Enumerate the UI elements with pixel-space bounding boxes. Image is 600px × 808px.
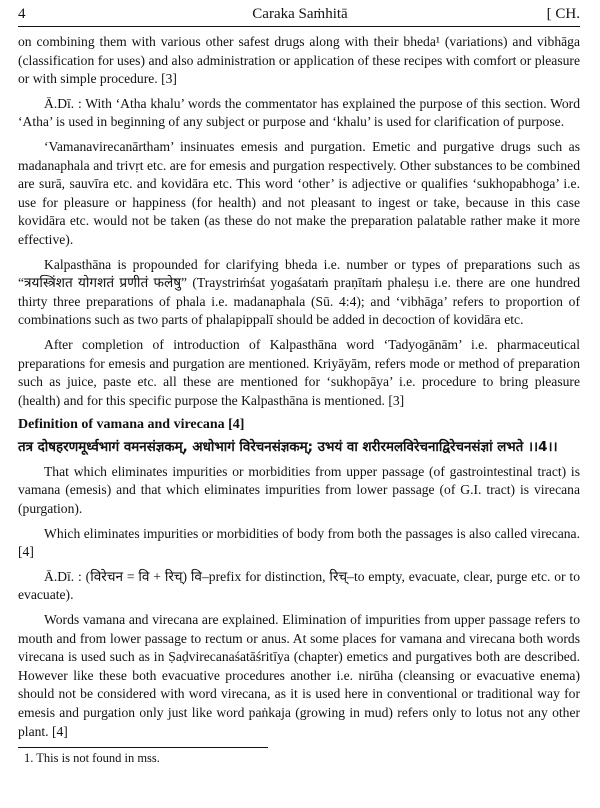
paragraph-1: on combining them with various other safest drugs along with their bheda¹ (variations) and vibhāga (classification for uses) and also administration or application of these recipes with comfort or pleasure or with simple procedure. [3] [18, 34, 580, 87]
running-header [18, 0, 580, 27]
page-body [18, 33, 580, 741]
sanskrit-verse: तत्र दोषहरणमूर्ध्वभागं वमनसंज्ञकम्, अधोभागं विरेचनसंज्ञकम्; उभयं वा शरीरमलविरेचनाद्विरेचनसंज्ञां लभते ।।4।। [18, 439, 558, 455]
page-number: 4 [18, 6, 26, 22]
chapter-label: [ CH. [546, 6, 580, 22]
footnote: 1. This is not found in mss. [24, 751, 160, 766]
paragraph-definition-1: That which eliminates impurities or morbidities from upper passage (of gastrointestinal tract) is vamana (emesis) and that which eliminates impurities from lower passage (of G.I. tract) is virecana (purgation). [18, 463, 580, 517]
section-heading: Definition of vamana and virecana [4] [18, 417, 245, 433]
paragraph-etymology: Ā.Dī. : (विरेचन = वि + रिच्) वि–prefix for distinction, रिच्–to empty, evacuate, clear, purge etc. or to evacuate). [18, 568, 580, 603]
paragraph-definition-2: Which eliminates impurities or morbidities of body from both the passages is also called virecana. [4] [18, 525, 580, 560]
book-title: Caraka Saṁhitā [252, 6, 348, 22]
paragraph-kalpasthana: Kalpasthāna is propounded for clarifying bheda i.e. number or types of preparations such as “त्रयस्त्रिंशत योगशतं प्रणीतं फलेषु” (Traystriṁśat yogaśataṁ praṇītaṁ phaleṣu i.e. there are one hundred thirty three preparations of phala i.e. madanaphala (Sū. 4:4); and ‘vibhāga’ refers to proportion of combinations such as two parts of phalapippalī should be added in decoction of kovidāra etc. [18, 256, 580, 328]
paragraph-commentary-intro: Ā.Dī. : With ‘Atha khalu’ words the commentator has explained the purpose of this section. Word ‘Atha’ is used in beginning of any subject or purpose and ‘khalu’ is used for clarification of purpose. [18, 95, 580, 130]
paragraph-explanation: Words vamana and virecana are explained. Elimination of impurities from upper passage refers to mouth and from lower passage to rectum or anus. At some places for vamana and virecana both words virecana is used such as in Ṣaḍvirecanaśatāśritīya (chapter) emetics and purgatives both are described. However like these both evacuative procedures another i.e. nirūha (cleansing or evacuative enema) should not be considered with word virecana, as it is used here in conventional or traditional way for emesis and purgation only just like word paṅkaja (growing in mud) refers only to lotus not any other plant. [4] [18, 612, 580, 739]
paragraph-vamanavirecanartham: ‘Vamanavirecanārtham’ insinuates emesis and purgation. Emetic and purgative drugs such as madanaphala and trivṛt etc. are for emesis and purgation respectively. Other substances to be combined are surā, sauvīra etc. and kovidāra etc. This word ‘other’ is adjective or qualifies ‘sukhopabhoga’ i.e. use for pleasure or happiness (for health) and not pleasant to ingest or take, because in this case kovidāra etc. would not be taken (as these do not make the preparation palatable rather make it more effective). [18, 138, 580, 247]
footnote-divider [18, 747, 268, 748]
paragraph-tadyoganam: After completion of introduction of Kalpasthāna word ‘Tadyogānām’ i.e. pharmaceutical preparations for emesis and purgation are mentioned. Kriyāyām, refers mode or method of preparation such as juice, paste etc. all these are mentioned for ‘sukhopāya’ i.e. procedure to bring pleasure (health) and for this specific purpose the Kalpasthāna is mentioned. [3] [18, 336, 580, 408]
